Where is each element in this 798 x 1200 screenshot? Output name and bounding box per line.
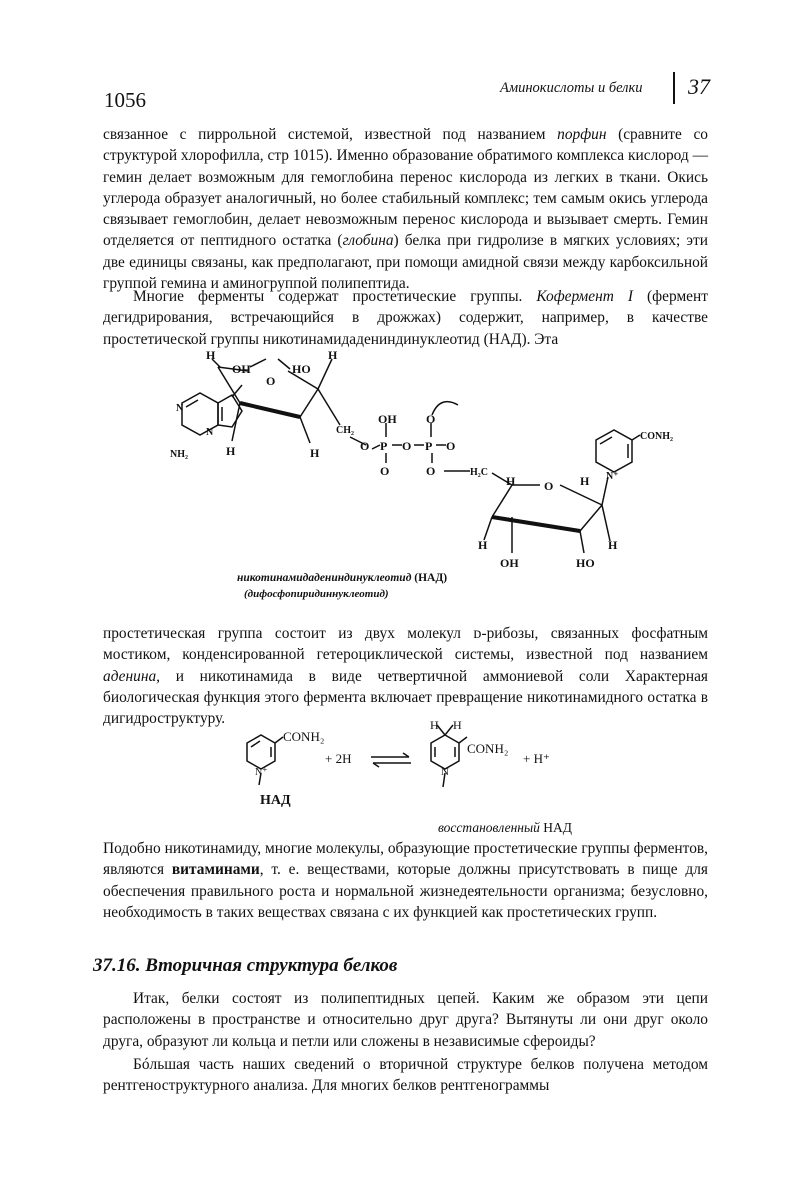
text-run: , т. е. веществами, которые должны присутствовать в пище для обеспечения правильного роста и нормальной жизнедеятельности организма; безусловно, необходимость в таких веществах связана с их функцией как простетических групп. — [103, 861, 709, 921]
plus-h: + H⁺ — [523, 751, 550, 766]
term-coenzyme-i: Кофермент I — [536, 288, 634, 305]
paragraph-2 — [103, 286, 708, 350]
atom-h: H — [580, 474, 590, 488]
atom-n: N — [441, 766, 449, 778]
atom-n: N — [206, 427, 214, 438]
running-title: Аминокислоты и белки — [500, 80, 643, 96]
paragraph-4 — [103, 838, 708, 923]
atom-h: H — [478, 538, 488, 552]
chapter-number: 37 — [688, 74, 710, 99]
text-run: простетическая группа состоит из двух молекул ᴅ-рибозы, связанных фосфатным мостиком, конденсированной гетероциклической системы, известной под названием — [103, 625, 708, 664]
text-run: Подобно никотинамиду, многие молекулы, образующие простетические группы ферментов, являются — [103, 840, 708, 879]
caption-abbrev: (НАД) — [414, 572, 448, 584]
atom-oh: OH — [500, 556, 519, 570]
atom-nh2: NH₂ — [170, 449, 188, 460]
atom-o: O — [402, 439, 412, 453]
atom-h: H — [608, 538, 618, 552]
atom-h: H — [206, 348, 216, 362]
atom-p: P — [380, 439, 388, 453]
atom-h2c: H₂C — [470, 467, 488, 478]
atom-o: O — [446, 439, 456, 453]
equation-caption — [438, 820, 572, 836]
atom-o: O — [426, 464, 436, 478]
term-vitamins: витаминами — [171, 861, 260, 879]
page-number: 1056 — [104, 88, 146, 112]
atom-ho: HO — [292, 362, 311, 376]
group-conh2: CONH₂ — [467, 741, 509, 756]
group-conh2: CONH₂ — [640, 431, 673, 442]
section-title: 37.16. Вторичная структура белков — [93, 955, 398, 976]
atom-h: H — [310, 446, 320, 460]
atom-o: O — [544, 479, 554, 493]
atom-p: P — [425, 439, 433, 453]
caption-name: никотинамидадениндинуклеотид — [237, 572, 412, 584]
group-conh2: CONH₂ — [283, 729, 325, 744]
text-run: (сравните со структурой хлорофилла, стр 1015). Именно образование обратимого комплекса кислород — гемин делает возможным для гемоглобина перенос кислорода из легких в ткани. Окись углерода образует аналогичный, но более стабильный комплекс; тем самым окись углерода связывает гемоглобин, делает невозможным перенос кислорода и вызывает смерть. Гемин отделяется от пептидного остатка ( — [103, 126, 708, 250]
atom-h: H — [328, 348, 338, 362]
text-run: Многие ферменты содержат простетические группы. — [133, 288, 537, 305]
text-run: связанное с пиррольной системой, известной под названием — [103, 126, 558, 143]
nad-structure-figure — [140, 345, 673, 575]
paragraph-1 — [103, 124, 708, 294]
term-adenine: аденина, — [103, 667, 161, 685]
figure-caption — [237, 572, 447, 584]
plus-2h: + 2H — [325, 751, 352, 766]
paragraph-6: Бóльшая часть наших сведений о вторичной структуре белков получена методом рентгеноструктурного анализа. Для многих белков рентгенограммы — [103, 1056, 708, 1095]
atom-oh: OH — [232, 362, 251, 376]
paragraph-5: Итак, белки состоят из полипептидных цепей. Каким же образом эти цепи расположены в пространстве и относительно друг друга? Вытянуты ли они друг около друга, образуют ли кольца и петли или сложены в независимые сфероиды? — [103, 990, 708, 1050]
paragraph-3 — [103, 623, 708, 729]
atom-h: H — [226, 444, 236, 458]
atom-o: O — [380, 464, 390, 478]
text-run: и никотинамида в виде четвертичной аммониевой соли Характерная биологическая функция этого фермента включает превращение никотинамидного остатка в дигидроструктуру. — [103, 667, 708, 728]
nad-label: НАД — [260, 793, 291, 808]
text-run: (фермент дегидрирования, встречающийся в дрожжах) содержит, например, в качестве простетической группы никотинамидадениндинуклеотид (НАД). Эта — [103, 288, 708, 348]
atom-o: O — [426, 412, 436, 426]
atom-h: H — [430, 718, 439, 732]
atom-ch2: CH₂ — [336, 425, 354, 436]
caption-reduced: восстановленный — [438, 820, 540, 835]
atom-n-plus: N⁺ — [606, 471, 619, 482]
atom-oh: OH — [378, 412, 397, 426]
term-porphin: порфин — [557, 126, 607, 143]
atom-h: H — [506, 474, 516, 488]
atom-o: O — [266, 374, 276, 388]
atom-h: H — [453, 718, 462, 732]
caption-nad: НАД — [543, 820, 572, 835]
atom-n: N — [176, 403, 184, 414]
header-rule — [673, 72, 675, 104]
figure-subcaption: (дифосфопиридиннуклеотид) — [244, 588, 389, 600]
term-globin: глобина — [342, 232, 394, 250]
text-run: ) белка при гидролизе в мягких условиях; эти две единицы связаны, как предполагают, при помощи амидной связи между карбоксильной группой гемина и аминогруппой полипептида. — [103, 232, 708, 293]
atom-o: O — [360, 439, 370, 453]
atom-ho: HO — [576, 556, 595, 570]
atom-n-plus: N⁺ — [255, 767, 268, 778]
